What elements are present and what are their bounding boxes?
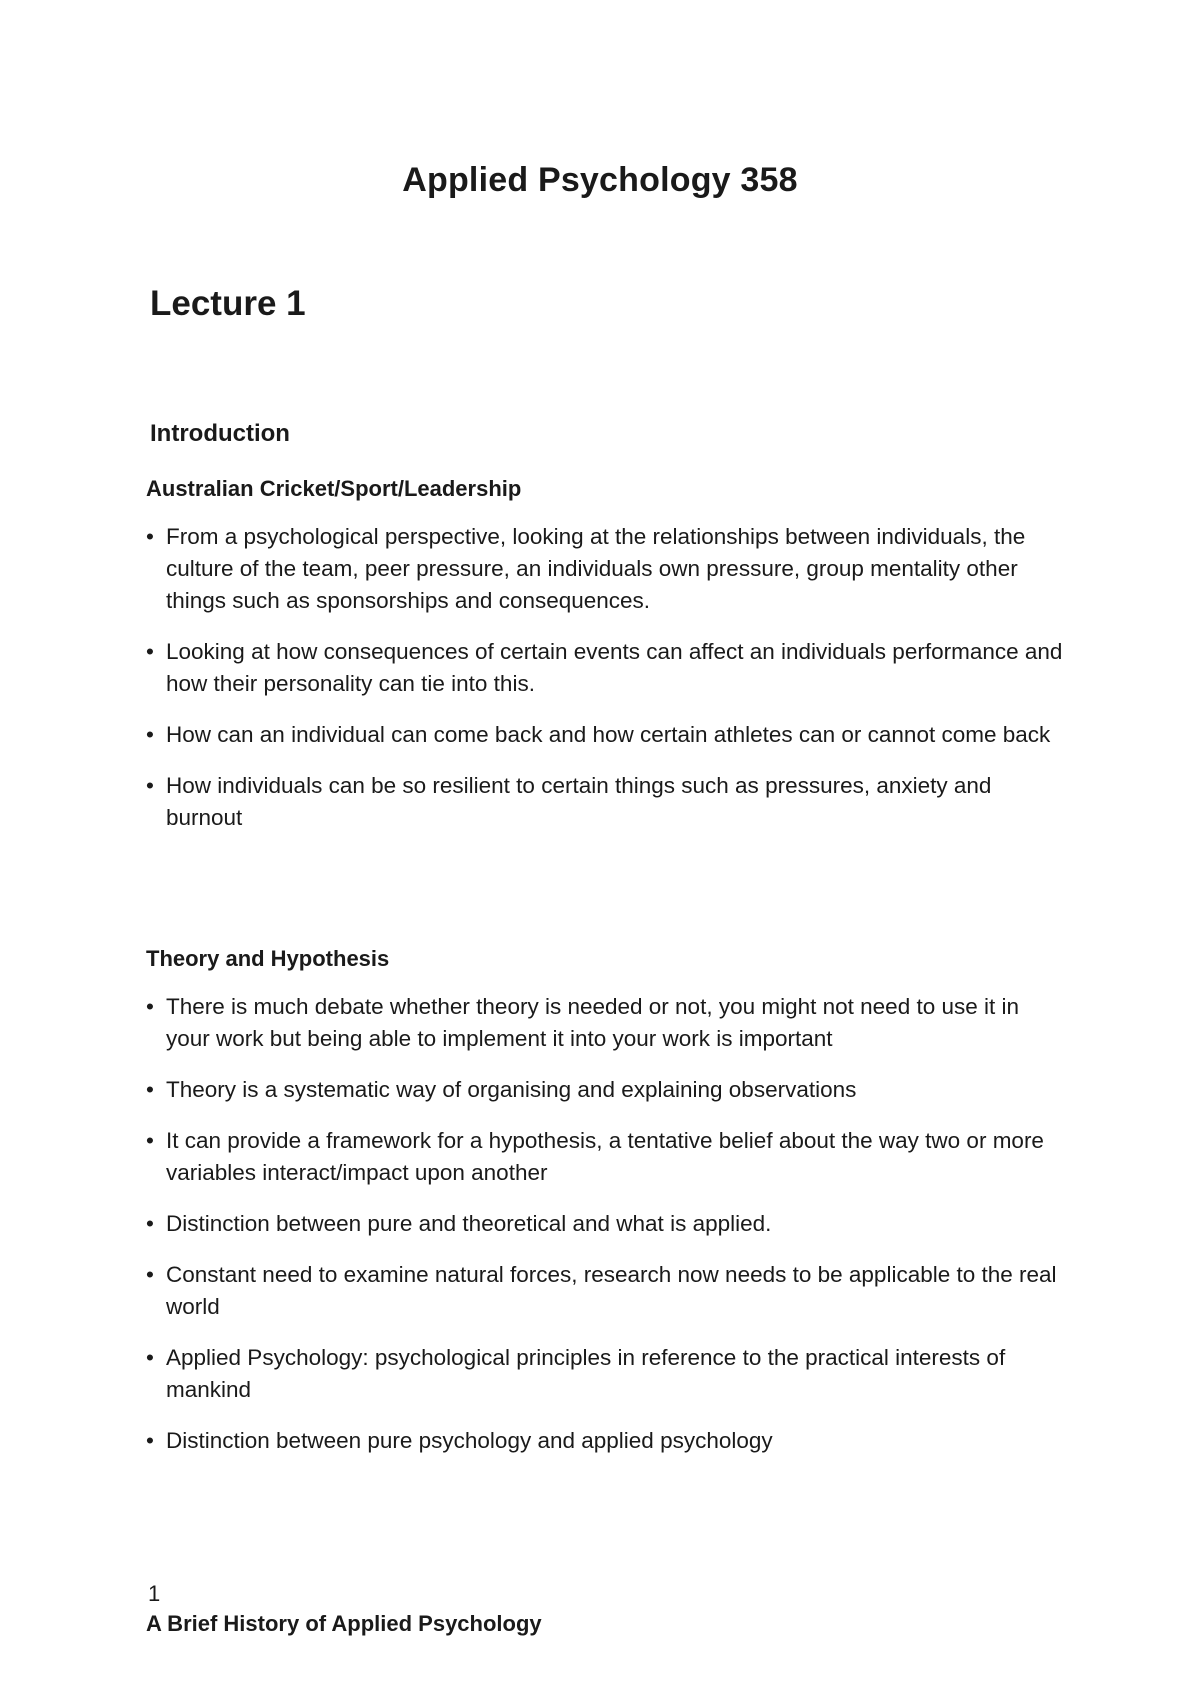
bullet-item: • How individuals can be so resilient to certain things such as pressures, anxiety and burnout [146,770,1066,834]
bullet-list [146,991,1066,1457]
bullet-item: • How can an individual can come back and how certain athletes can or cannot come back [146,719,1066,751]
bullet-item: • Distinction between pure psychology and applied psychology [146,1425,1066,1457]
bullet-item: • Looking at how consequences of certain events can affect an individuals performance and how their personality can tie into this. [146,636,1066,700]
next-section-heading: A Brief History of Applied Psychology [146,1611,542,1636]
bullet-item: • From a psychological perspective, looking at the relationships between individuals, the culture of the team, peer pressure, an individuals own pressure, group mentality other things such as sponsorships and consequences. [146,521,1066,617]
bullet-item: • It can provide a framework for a hypothesis, a tentative belief about the way two or more variables interact/impact upon another [146,1125,1066,1189]
bullet-item: • Applied Psychology: psychological principles in reference to the practical interests of mankind [146,1342,1066,1406]
introduction-heading: Introduction [150,420,290,447]
section-heading: Theory and Hypothesis [146,946,390,971]
bullet-item: • Distinction between pure and theoretical and what is applied. [146,1208,1066,1240]
lecture-title: Lecture 1 [150,284,306,323]
bullet-item: • Theory is a systematic way of organising and explaining observations [146,1074,1066,1106]
bullet-list [146,521,1066,834]
section-heading: Australian Cricket/Sport/Leadership [146,476,522,501]
page-number: 1 [148,1581,161,1606]
bullet-item: • There is much debate whether theory is needed or not, you might not need to use it in your work but being able to implement it into your work is important [146,991,1066,1055]
bullet-item: • Constant need to examine natural forces, research now needs to be applicable to the real world [146,1259,1066,1323]
section-australian-cricket [146,475,1066,853]
section-theory-hypothesis [146,945,1066,1476]
document-title: Applied Psychology 358 [402,161,798,199]
